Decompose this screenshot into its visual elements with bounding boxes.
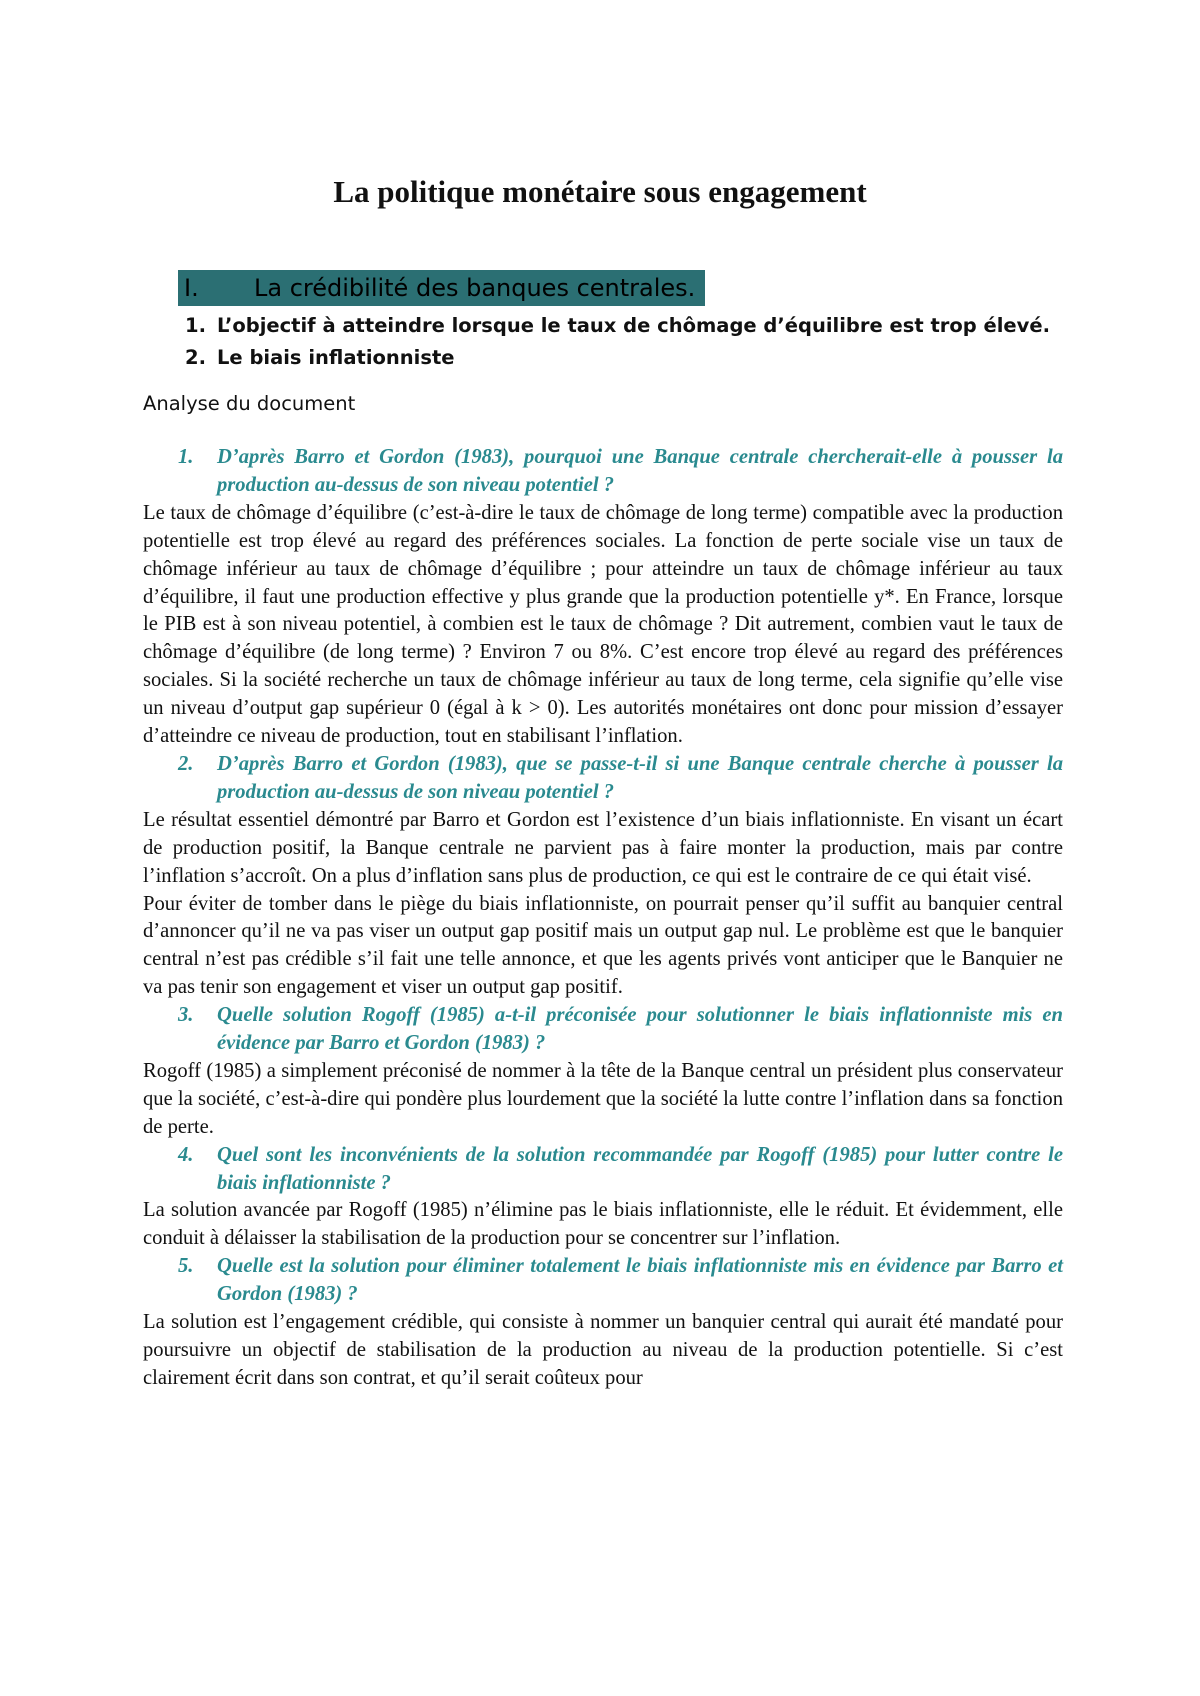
analysis-heading: Analyse du document xyxy=(143,392,356,415)
subsection-list xyxy=(185,310,1050,374)
answer-paragraph: La solution avancée par Rogoff (1985) n’élimine pas le biais inflationniste, elle le réduit. Et évidemment, elle conduit à délaisser la stabilisation de la production pour se concentrer sur l’inflation. xyxy=(143,1199,1063,1250)
question-3 xyxy=(143,1002,1063,1058)
question-1 xyxy=(143,444,1063,500)
subsection-label: Le biais inflationniste xyxy=(217,346,455,369)
answer-paragraph: La solution est l’engagement crédible, qui consiste à nommer un banquier central qui aurait été mandaté pour poursuivre un objectif de stabilisation de la production au niveau de la production potentielle. Si c’est clairement écrit dans son contrat, et qu’il serait coûteux pour xyxy=(143,1311,1063,1389)
question-4 xyxy=(143,1142,1063,1198)
section-number: I. xyxy=(184,274,199,302)
question-number: 2. xyxy=(178,752,194,775)
answer-paragraph: Rogoff (1985) a simplement préconisé de nommer à la tête de la Banque central un président plus conservateur que la société, c’est-à-dire qui pondère plus lourdement que la société la lutte contre l’inflation dans sa fonction de perte. xyxy=(143,1059,1063,1138)
subsection-number: 2. xyxy=(185,346,206,369)
document-body xyxy=(143,444,1063,1393)
subsection-item xyxy=(185,310,1050,342)
section-label: La crédibilité des banques centrales. xyxy=(254,274,696,302)
question-number: 1. xyxy=(178,446,194,468)
subsection-item xyxy=(185,342,1050,374)
answer-paragraph: Le résultat essentiel démontré par Barro et Gordon est l’existence d’un biais inflationniste. En visant un écart de production positif, la Banque centrale ne parvient pas à faire monter la production, mais par contre l’inflation s’accroît. On a plus d’inflation sans plus de production, ce qui est le contraire de ce qui était visé. xyxy=(143,808,1063,887)
question-number: 3. xyxy=(178,1004,194,1027)
question-text: Quelle solution Rogoff (1985) a-t-il préconisée pour solutionner le biais inflationniste mis en évidence par Barro et Gordon (1983) ? xyxy=(217,1004,1063,1055)
question-number: 5. xyxy=(178,1255,194,1278)
question-number: 4. xyxy=(178,1143,194,1166)
question-text: D’après Barro et Gordon (1983), pourquoi une Banque centrale chercherait-elle à pousser la production au-dessus de son niveau potentiel ? xyxy=(217,446,1063,496)
question-text: Quel sont les inconvénients de la solution recommandée par Rogoff (1985) pour lutter contre le biais inflationniste ? xyxy=(217,1143,1063,1194)
question-text: D’après Barro et Gordon (1983), que se passe-t-il si une Banque centrale cherche à pousser la production au-dessus de son niveau potentiel ? xyxy=(217,752,1063,803)
subsection-label: L’objectif à atteindre lorsque le taux de chômage d’équilibre est trop élevé. xyxy=(217,314,1051,337)
question-2 xyxy=(143,751,1063,807)
subsection-number: 1. xyxy=(185,314,206,337)
answer-paragraph: Pour éviter de tomber dans le piège du biais inflationniste, on pourrait penser qu’il suffit au banquier central d’annoncer qu’il ne va pas viser un output gap positif mais un output gap nul. Le problème est que le banquier central n’est pas crédible s’il fait une telle annonce, et que les agents privés vont anticiper que le Banquier ne va pas tenir son engagement et viser un output gap positif. xyxy=(143,892,1063,999)
answer-paragraph: Le taux de chômage d’équilibre (c’est-à-dire le taux de chômage de long terme) compatible avec la production potentielle est trop élevé au regard des préférences sociales. La fonction de perte sociale vise un taux de chômage inférieur au taux de chômage d’équilibre ; pour atteindre un taux de chômage inférieur au taux d’équilibre, il faut une production effective y plus grande que la production potentielle y*. En France, lorsque le PIB est à son niveau potentiel, à combien est le taux de chômage ? Dit autrement, combien vaut le taux de chômage d’équilibre (de long terme) ? Environ 7 ou 8%. C’est encore trop élevé au regard des préférences sociales. Si la société recherche un taux de chômage inférieur au taux de long terme, cela signifie qu’elle vise un niveau d’output gap supérieur 0 (égal à k > 0). Les autorités monétaires ont donc pour mission d’essayer d’atteindre ce niveau de production, tout en stabilisant l’inflation. xyxy=(143,501,1063,748)
document-title: La politique monétaire sous engagement xyxy=(333,174,867,209)
question-text: Quelle est la solution pour éliminer totalement le biais inflationniste mis en évidence par Barro et Gordon (1983) ? xyxy=(217,1255,1063,1306)
section-heading xyxy=(178,270,705,306)
question-5 xyxy=(143,1253,1063,1309)
